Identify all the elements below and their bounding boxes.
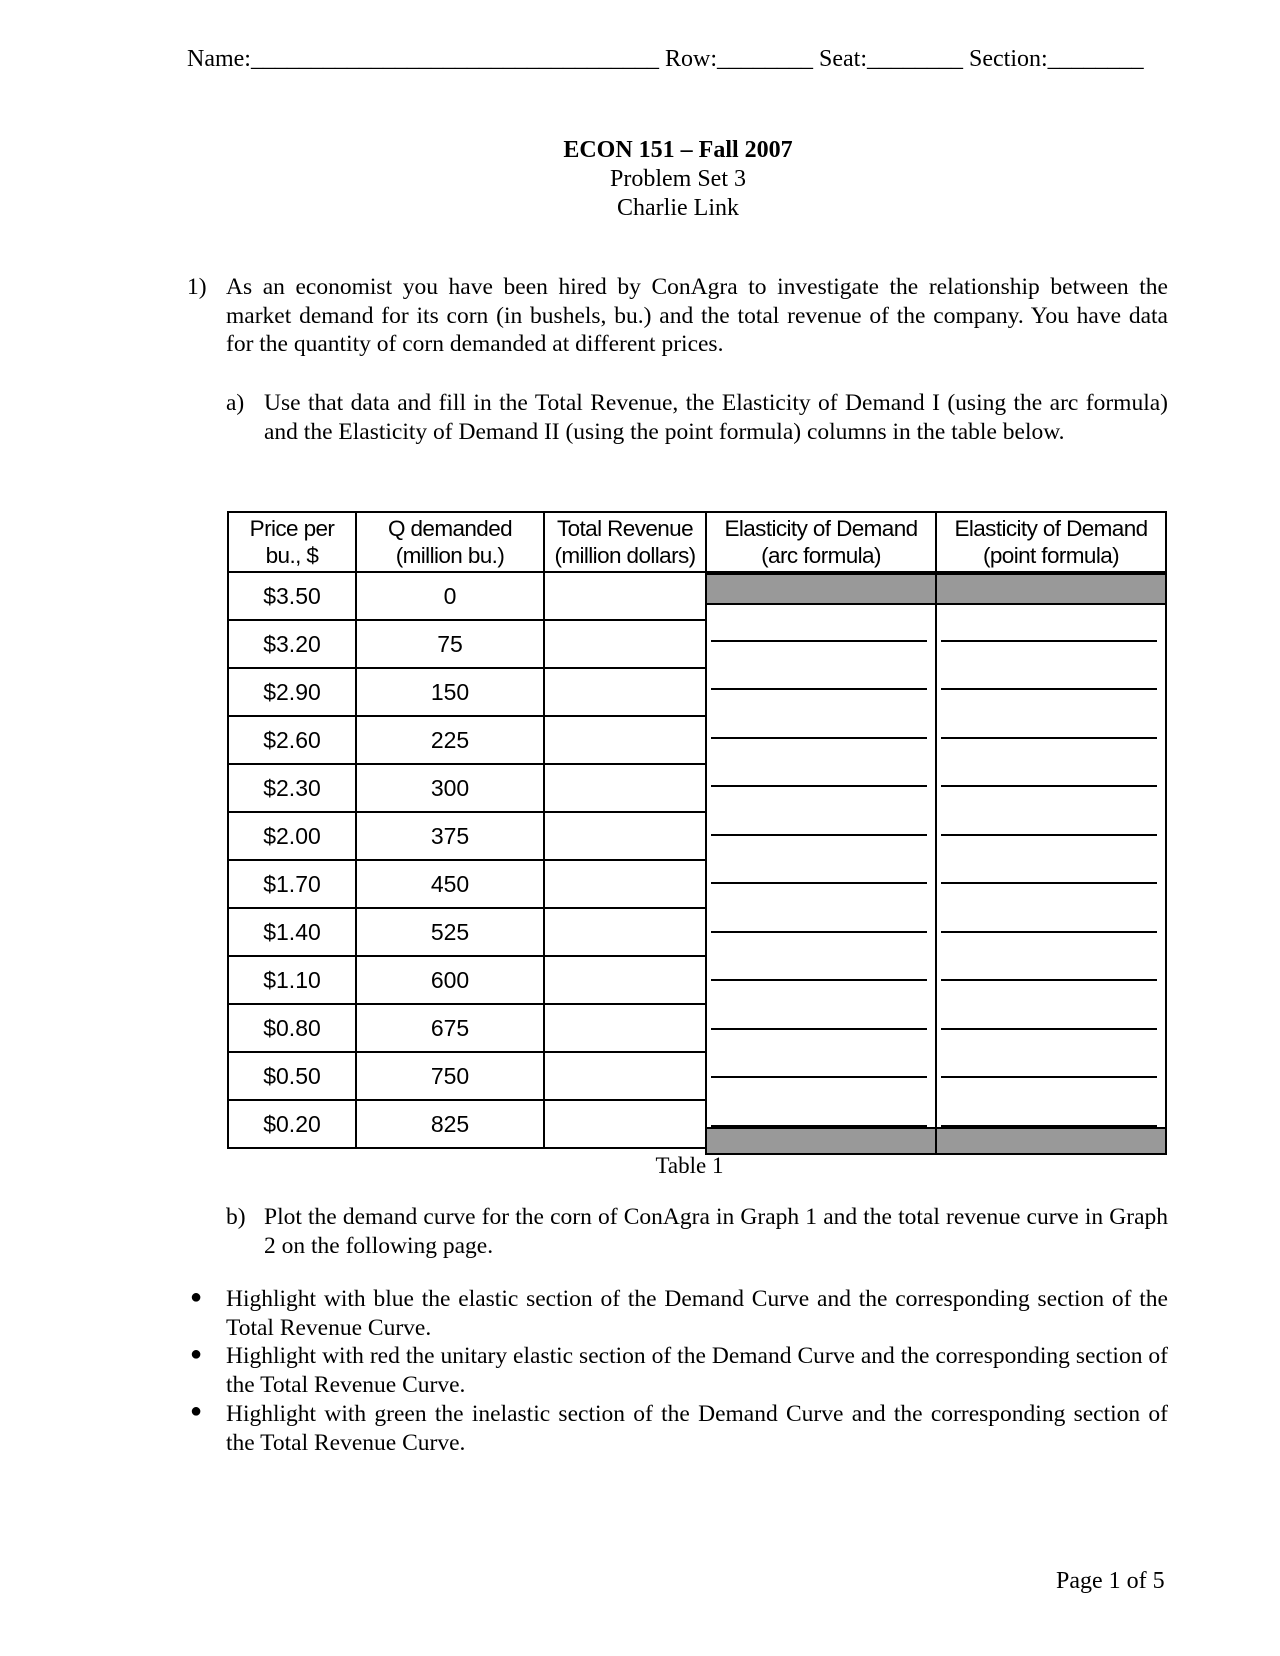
quantity-cell: 75 xyxy=(356,620,544,668)
quantity-cell: 675 xyxy=(356,1004,544,1052)
arc-elasticity-blank[interactable] xyxy=(711,737,927,739)
total-revenue-cell[interactable] xyxy=(544,668,706,716)
quantity-cell: 225 xyxy=(356,716,544,764)
quantity-cell: 375 xyxy=(356,812,544,860)
table-header-row xyxy=(228,512,1166,572)
total-revenue-cell[interactable] xyxy=(544,1004,706,1052)
title-block xyxy=(0,136,1280,223)
total-revenue-cell[interactable] xyxy=(544,860,706,908)
point-elasticity-blank[interactable] xyxy=(941,1028,1157,1030)
seat-label: Seat: xyxy=(819,46,867,72)
price-cell: $1.40 xyxy=(228,908,356,956)
point-elasticity-blank[interactable] xyxy=(941,688,1157,690)
quantity-cell: 750 xyxy=(356,1052,544,1100)
quantity-cell: 450 xyxy=(356,860,544,908)
header-quantity: Q demanded (million bu.) xyxy=(356,512,544,572)
point-elasticity-blank[interactable] xyxy=(941,979,1157,981)
row-blank[interactable]: ________ xyxy=(717,46,813,72)
point-elasticity-blank[interactable] xyxy=(941,931,1157,933)
header-total-revenue: Total Revenue (million dollars) xyxy=(544,512,706,572)
price-cell: $1.10 xyxy=(228,956,356,1004)
point-elasticity-blank[interactable] xyxy=(941,1076,1157,1078)
header-point-elasticity: Elasticity of Demand (point formula) xyxy=(936,512,1166,572)
arc-elasticity-blank[interactable] xyxy=(711,1076,927,1078)
price-cell: $0.80 xyxy=(228,1004,356,1052)
total-revenue-cell[interactable] xyxy=(544,764,706,812)
arc-elasticity-blank[interactable] xyxy=(711,785,927,787)
total-revenue-cell[interactable] xyxy=(544,1052,706,1100)
quantity-cell: 0 xyxy=(356,572,544,620)
total-revenue-cell[interactable] xyxy=(544,812,706,860)
arc-elasticity-blank[interactable] xyxy=(711,688,927,690)
price-cell: $2.90 xyxy=(228,668,356,716)
question-number: 1) xyxy=(187,274,207,300)
price-cell: $2.30 xyxy=(228,764,356,812)
point-elasticity-blank[interactable] xyxy=(941,834,1157,836)
point-elasticity-column xyxy=(935,573,1167,1153)
name-blank[interactable]: __________________________________ xyxy=(250,46,659,72)
total-revenue-cell[interactable] xyxy=(544,908,706,956)
arc-elasticity-blank[interactable] xyxy=(711,931,927,933)
price-cell: $2.60 xyxy=(228,716,356,764)
price-cell: $3.20 xyxy=(228,620,356,668)
bullet-text-unitary: Highlight with red the unitary elastic section of the Demand Curve and the corresponding section of the Total Revenue Curve. xyxy=(226,1343,1168,1398)
part-a-label: a) xyxy=(226,390,245,416)
part-b-text: Plot the demand curve for the corn of ConAgra in Graph 1 and the total revenue curve in Graph 2 on the following page. xyxy=(264,1204,1168,1259)
total-revenue-cell[interactable] xyxy=(544,1100,706,1148)
bullet-icon: ● xyxy=(190,1400,203,1422)
total-revenue-cell[interactable] xyxy=(544,956,706,1004)
part-b-label: b) xyxy=(226,1204,246,1230)
arc-elasticity-blank[interactable] xyxy=(711,834,927,836)
table-caption: Table 1 xyxy=(655,1153,724,1178)
bullet-icon: ● xyxy=(190,1286,203,1308)
point-shaded-cell-bottom xyxy=(935,1127,1167,1155)
course-title: ECON 151 – Fall 2007 xyxy=(563,137,793,163)
bullet-icon: ● xyxy=(190,1343,203,1365)
arc-elasticity-blank[interactable] xyxy=(711,640,927,642)
total-revenue-cell[interactable] xyxy=(544,620,706,668)
author-name: Charlie Link xyxy=(617,195,739,221)
arc-elasticity-blank[interactable] xyxy=(711,882,927,884)
arc-elasticity-blank[interactable] xyxy=(711,979,927,981)
assignment-title: Problem Set 3 xyxy=(610,166,746,192)
arc-shaded-cell-top xyxy=(705,573,937,605)
point-elasticity-blank[interactable] xyxy=(941,882,1157,884)
quantity-cell: 600 xyxy=(356,956,544,1004)
price-cell: $3.50 xyxy=(228,572,356,620)
quantity-cell: 825 xyxy=(356,1100,544,1148)
total-revenue-cell[interactable] xyxy=(544,572,706,620)
bullet-text-elastic: Highlight with blue the elastic section of the Demand Curve and the corresponding section of the Total Revenue Curve. xyxy=(226,1286,1168,1341)
name-label: Name: xyxy=(187,46,251,72)
point-shaded-cell-top xyxy=(935,573,1167,605)
section-label: Section: xyxy=(969,46,1048,72)
arc-elasticity-blank[interactable] xyxy=(711,1125,927,1127)
question-text: As an economist you have been hired by ConAgra to investigate the relationship between the market demand for its corn (in bushels, bu.) and the total revenue of the company. You have data for the quantity of corn demanded at different prices. xyxy=(226,274,1168,357)
point-elasticity-blank[interactable] xyxy=(941,737,1157,739)
quantity-cell: 300 xyxy=(356,764,544,812)
arc-shaded-cell-bottom xyxy=(705,1127,937,1155)
page-number: Page 1 of 5 xyxy=(1056,1568,1165,1594)
point-elasticity-blank[interactable] xyxy=(941,785,1157,787)
seat-blank[interactable]: ________ xyxy=(867,46,963,72)
arc-elasticity-blank[interactable] xyxy=(711,1028,927,1030)
quantity-cell: 150 xyxy=(356,668,544,716)
row-label: Row: xyxy=(664,46,717,72)
student-info-line xyxy=(187,46,1144,73)
bullet-text-inelastic: Highlight with green the inelastic section of the Demand Curve and the corresponding section of the Total Revenue Curve. xyxy=(226,1401,1168,1456)
total-revenue-cell[interactable] xyxy=(544,716,706,764)
part-a-text: Use that data and fill in the Total Revenue, the Elasticity of Demand I (using the arc formula) and the Elasticity of Demand II (using the point formula) columns in the table below. xyxy=(264,390,1168,445)
arc-elasticity-column xyxy=(705,573,937,1153)
price-cell: $0.20 xyxy=(228,1100,356,1148)
price-cell: $1.70 xyxy=(228,860,356,908)
header-price: Price per bu., $ xyxy=(228,512,356,572)
price-cell: $2.00 xyxy=(228,812,356,860)
header-arc-elasticity: Elasticity of Demand (arc formula) xyxy=(706,512,936,572)
point-elasticity-blank[interactable] xyxy=(941,1125,1157,1127)
price-cell: $0.50 xyxy=(228,1052,356,1100)
point-elasticity-blank[interactable] xyxy=(941,640,1157,642)
section-blank[interactable]: ________ xyxy=(1047,46,1144,72)
quantity-cell: 525 xyxy=(356,908,544,956)
